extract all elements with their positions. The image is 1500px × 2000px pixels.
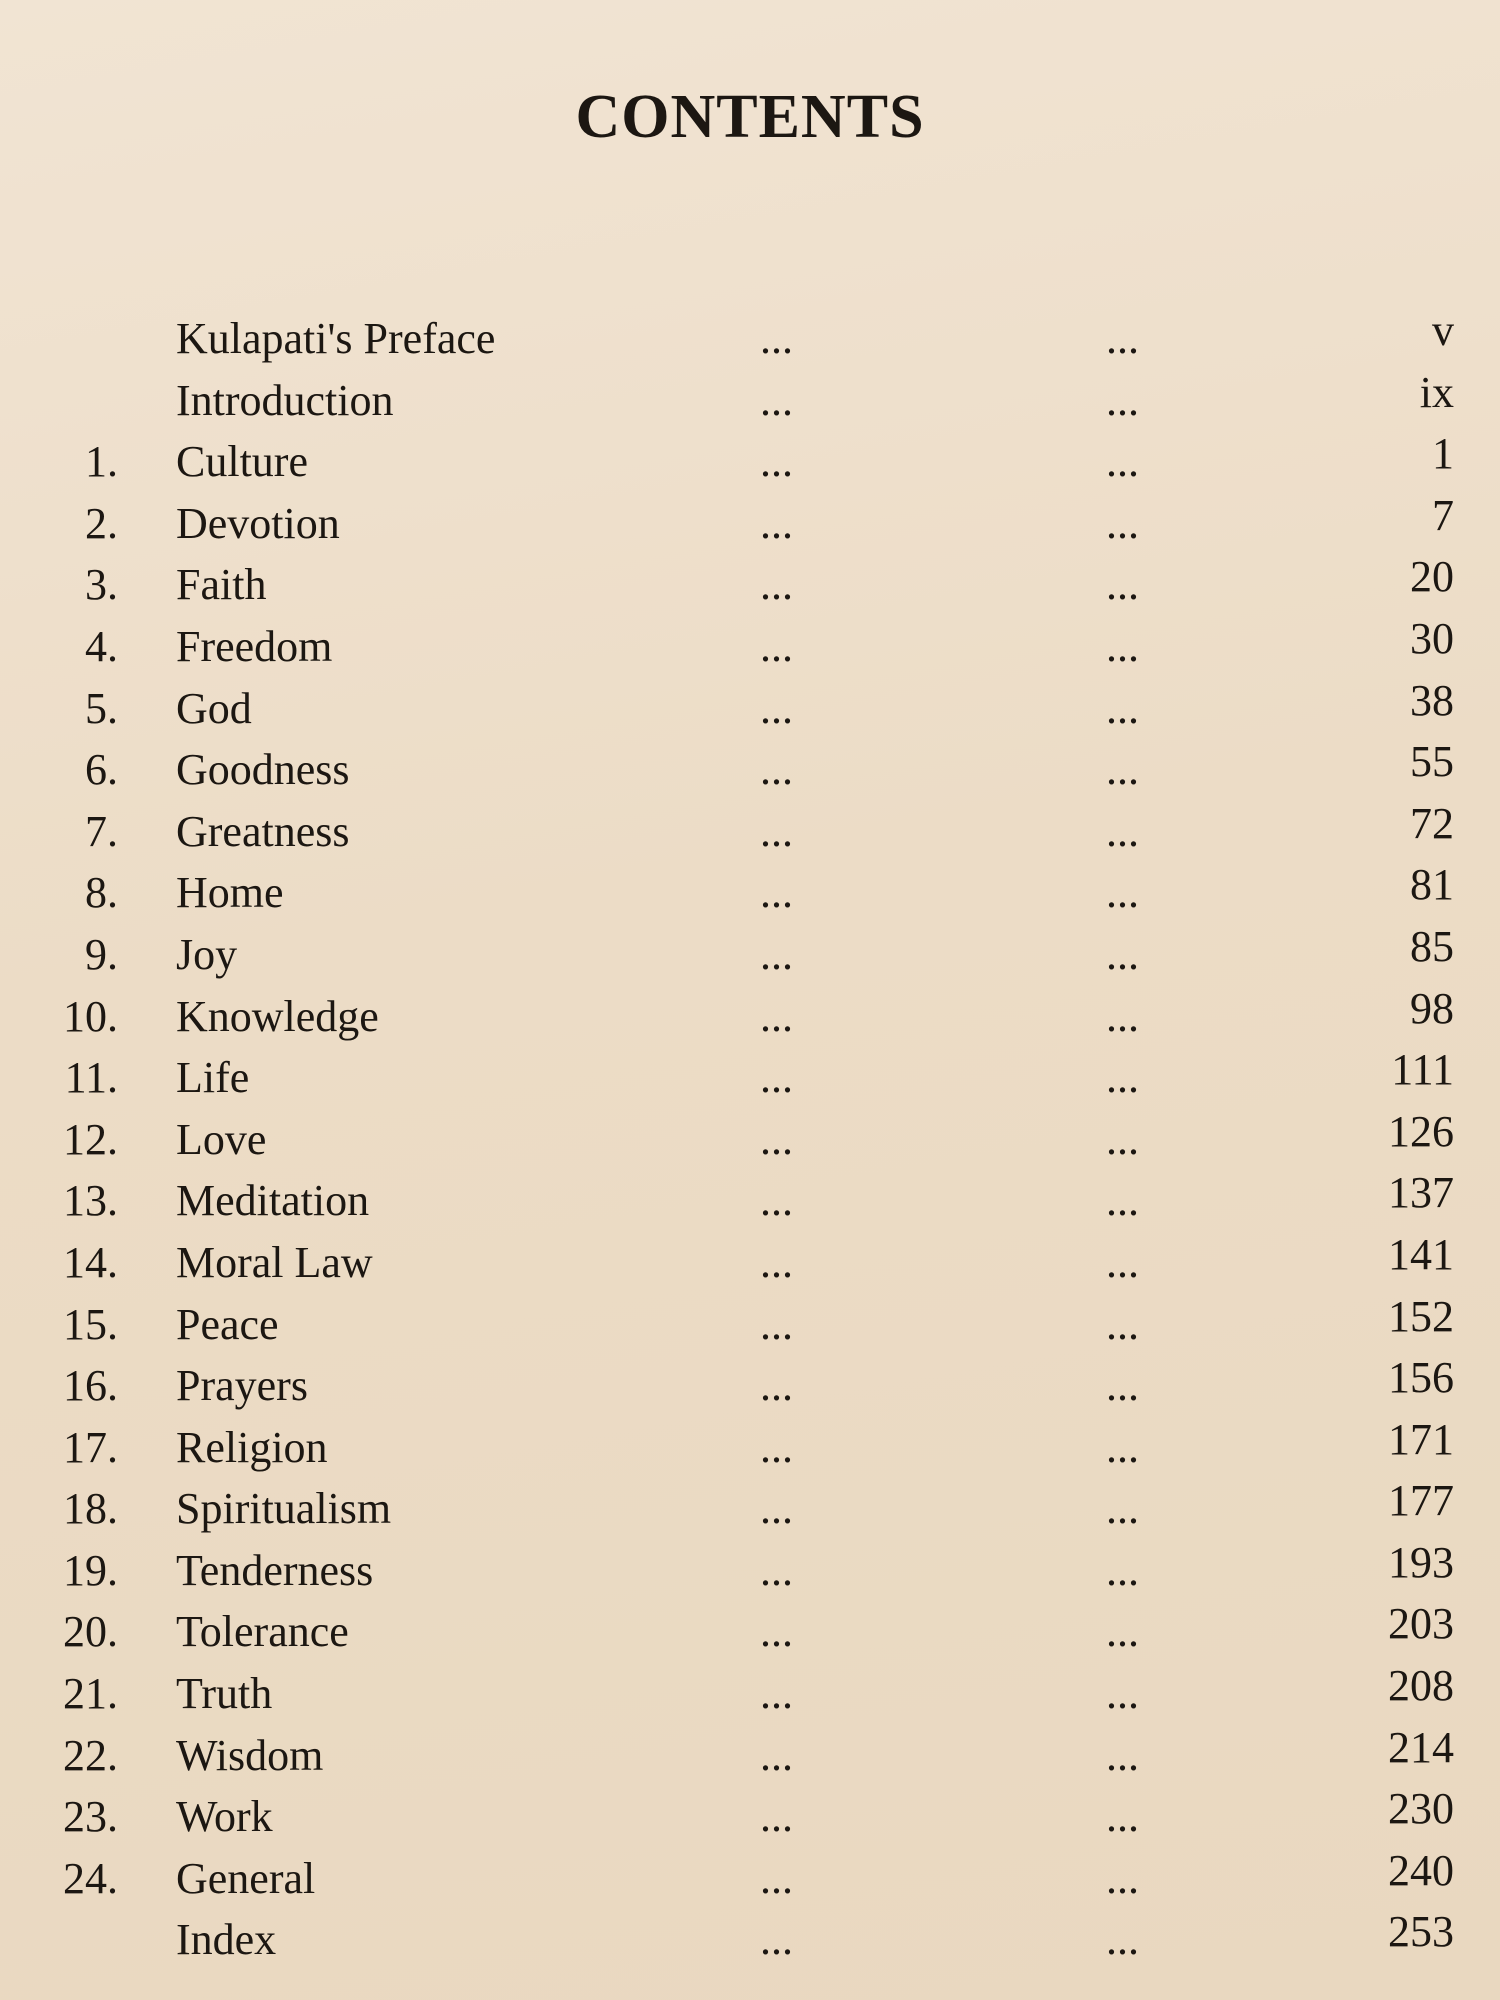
toc-entry-title: Home <box>176 868 284 918</box>
toc-entry <box>0 1414 1500 1479</box>
dot-leader: ... <box>760 1545 793 1595</box>
toc-entry <box>0 1537 1500 1602</box>
toc-entry-page-number: 203 <box>1388 1599 1454 1649</box>
dot-leader: ... <box>1106 991 1139 1041</box>
toc-entry-title: Spiritualism <box>176 1484 392 1534</box>
toc-entry-title: Wisdom <box>176 1730 324 1780</box>
page-title: CONTENTS <box>575 83 925 151</box>
toc-entry <box>0 1291 1500 1356</box>
dot-leader: ... <box>1106 314 1139 363</box>
toc-entry-number: 16. <box>63 1361 118 1411</box>
toc-entry-title: General <box>176 1853 316 1903</box>
dot-leader: ... <box>760 1237 793 1287</box>
dot-leader: ... <box>760 314 793 363</box>
toc-entry-title: Faith <box>176 560 267 610</box>
toc-entry-number: 3. <box>85 560 118 610</box>
toc-entry-number: 20. <box>63 1607 118 1657</box>
toc-entry-page-number: ix <box>1419 367 1454 417</box>
dot-leader: ... <box>1106 745 1139 795</box>
dot-leader: ... <box>760 621 793 671</box>
toc-entry-page-number: 141 <box>1388 1229 1454 1279</box>
dot-leader: ... <box>1106 1114 1139 1164</box>
toc-entry <box>0 921 1500 986</box>
dot-leader: ... <box>760 745 793 795</box>
toc-entry <box>0 1355 1500 1417</box>
dot-leader: ... <box>760 1053 793 1103</box>
toc-entry-title: Introduction <box>176 375 394 425</box>
dot-leader: ... <box>760 437 793 487</box>
toc-entry-title: Work <box>176 1792 273 1842</box>
toc-entry-number: 8. <box>85 868 118 918</box>
toc-entry-title: Love <box>176 1114 267 1164</box>
toc-entry-number: 12. <box>63 1114 118 1164</box>
toc-entry-number: 18. <box>63 1484 118 1534</box>
dot-leader: ... <box>760 1176 793 1226</box>
toc-entry <box>0 308 1500 370</box>
dot-leader: ... <box>760 1915 793 1965</box>
toc-entry <box>0 1229 1500 1294</box>
toc-entry-number: 9. <box>85 929 118 979</box>
toc-entry-title: Prayers <box>176 1361 308 1411</box>
toc-entry-page-number: 152 <box>1388 1291 1454 1341</box>
dot-leader: ... <box>760 806 793 856</box>
dot-leader: ... <box>760 1853 793 1903</box>
toc-entry-title: Tenderness <box>176 1545 374 1595</box>
toc-entry-title: Goodness <box>176 745 350 795</box>
toc-entry-page-number: 111 <box>1391 1045 1454 1095</box>
toc-entry-number: 21. <box>63 1669 118 1719</box>
toc-entry-page-number: 7 <box>1432 490 1454 540</box>
toc-entry-title: Devotion <box>176 498 340 548</box>
toc-entry-number: 22. <box>63 1730 118 1780</box>
dot-leader: ... <box>1106 1669 1139 1719</box>
toc-entry-number: 5. <box>85 683 118 733</box>
dot-leader: ... <box>760 1299 793 1349</box>
dot-leader: ... <box>760 868 793 918</box>
toc-entry-title: Life <box>176 1053 250 1103</box>
dot-leader: ... <box>760 1484 793 1534</box>
toc-entry-page-number: 98 <box>1410 983 1454 1033</box>
toc-entry-page-number: 214 <box>1388 1722 1454 1772</box>
toc-entry-page-number: 240 <box>1388 1845 1454 1895</box>
toc-entry <box>0 490 1500 555</box>
toc-entry-number: 15. <box>63 1299 118 1349</box>
toc-entry-page-number: 81 <box>1410 860 1454 910</box>
toc-entry <box>0 1106 1500 1171</box>
dot-leader: ... <box>1106 498 1139 548</box>
toc-entry-title: Freedom <box>176 621 333 671</box>
dot-leader: ... <box>760 1114 793 1164</box>
toc-entry-number: 24. <box>63 1853 118 1903</box>
dot-leader: ... <box>1106 1484 1139 1534</box>
toc-entry <box>0 862 1500 924</box>
toc-entry-page-number: 85 <box>1410 921 1454 971</box>
toc-entry <box>0 1845 1500 1910</box>
toc-entry <box>0 613 1500 678</box>
toc-entry <box>0 1663 1500 1725</box>
dot-leader: ... <box>1106 560 1139 610</box>
toc-entry-number: 14. <box>63 1237 118 1287</box>
toc-entry-number: 11. <box>64 1053 118 1103</box>
dot-leader: ... <box>1106 1176 1139 1226</box>
toc-entry-page-number: 208 <box>1388 1661 1454 1711</box>
toc-entry-page-number: 171 <box>1388 1414 1454 1464</box>
toc-entry-title: Culture <box>176 437 308 487</box>
toc-entry <box>0 739 1500 801</box>
toc-entry <box>0 1786 1500 1848</box>
toc-entry-page-number: 55 <box>1410 737 1454 787</box>
dot-leader: ... <box>1106 1422 1139 1472</box>
toc-entry-page-number: 156 <box>1388 1353 1454 1403</box>
toc-entry <box>0 1478 1500 1540</box>
dot-leader: ... <box>760 683 793 733</box>
toc-entry-title: Religion <box>176 1422 328 1472</box>
toc-entry-page-number: 177 <box>1388 1476 1454 1526</box>
dot-leader: ... <box>1106 437 1139 487</box>
dot-leader: ... <box>760 991 793 1041</box>
toc-entry-title: Kulapati's Preface <box>176 314 496 363</box>
toc-entry-title: Greatness <box>176 806 350 856</box>
toc-entry-number: 19. <box>63 1545 118 1595</box>
toc-entry <box>0 367 1500 432</box>
toc-entry <box>0 983 1500 1048</box>
toc-entry-title: Moral Law <box>176 1237 373 1287</box>
toc-entry-page-number: 253 <box>1388 1907 1454 1957</box>
dot-leader: ... <box>1106 1299 1139 1349</box>
toc-entry-title: Knowledge <box>176 991 379 1041</box>
dot-leader: ... <box>1106 868 1139 918</box>
dot-leader: ... <box>760 1669 793 1719</box>
dot-leader: ... <box>760 1361 793 1411</box>
toc-entry <box>0 1909 1500 1971</box>
dot-leader: ... <box>1106 1853 1139 1903</box>
dot-leader: ... <box>1106 1237 1139 1287</box>
toc-entry <box>0 431 1500 493</box>
toc-entry-number: 23. <box>63 1792 118 1842</box>
dot-leader: ... <box>1106 1730 1139 1780</box>
dot-leader: ... <box>1106 1792 1139 1842</box>
dot-leader: ... <box>760 1792 793 1842</box>
toc-entry-page-number: 38 <box>1410 675 1454 725</box>
toc-entry-title: Joy <box>176 929 238 979</box>
toc-entry-page-number: 230 <box>1388 1784 1454 1834</box>
dot-leader: ... <box>760 1607 793 1657</box>
toc-entry-number: 10. <box>63 991 118 1041</box>
dot-leader: ... <box>1106 1545 1139 1595</box>
toc-entry-page-number: 137 <box>1388 1168 1454 1218</box>
toc-entry-number: 7. <box>85 806 118 856</box>
dot-leader: ... <box>1106 929 1139 979</box>
toc-entry-title: Truth <box>176 1669 273 1719</box>
dot-leader: ... <box>1106 806 1139 856</box>
toc-entry <box>0 675 1500 740</box>
dot-leader: ... <box>760 929 793 979</box>
toc-entry <box>0 1047 1500 1109</box>
toc-entry-page-number: 30 <box>1410 613 1454 663</box>
table-of-contents <box>0 308 1500 1971</box>
toc-entry-number: 2. <box>85 498 118 548</box>
toc-entry <box>0 1170 1500 1232</box>
dot-leader: ... <box>1106 683 1139 733</box>
toc-entry-number: 1. <box>85 437 118 487</box>
toc-entry-number: 4. <box>85 621 118 671</box>
dot-leader: ... <box>1106 1915 1139 1965</box>
toc-entry-page-number: v <box>1432 306 1454 355</box>
dot-leader: ... <box>760 1422 793 1472</box>
toc-entry-title: Peace <box>176 1299 279 1349</box>
toc-entry-title: Meditation <box>176 1176 370 1226</box>
dot-leader: ... <box>760 375 793 425</box>
dot-leader: ... <box>1106 375 1139 425</box>
dot-leader: ... <box>1106 1607 1139 1657</box>
dot-leader: ... <box>1106 621 1139 671</box>
toc-entry-number: 17. <box>63 1422 118 1472</box>
toc-entry-page-number: 1 <box>1432 429 1454 479</box>
toc-entry <box>0 1722 1500 1787</box>
dot-leader: ... <box>760 560 793 610</box>
toc-entry <box>0 1601 1500 1663</box>
dot-leader: ... <box>760 498 793 548</box>
toc-entry-title: Tolerance <box>176 1607 349 1657</box>
toc-entry-title: Index <box>176 1915 277 1965</box>
toc-entry-number: 13. <box>63 1176 118 1226</box>
toc-entry-number: 6. <box>85 745 118 795</box>
dot-leader: ... <box>1106 1361 1139 1411</box>
toc-entry-page-number: 193 <box>1388 1537 1454 1587</box>
toc-entry-page-number: 72 <box>1410 798 1454 848</box>
toc-entry <box>0 798 1500 863</box>
toc-entry <box>0 554 1500 616</box>
dot-leader: ... <box>1106 1053 1139 1103</box>
dot-leader: ... <box>760 1730 793 1780</box>
toc-entry-title: God <box>176 683 252 733</box>
toc-entry-page-number: 20 <box>1410 552 1454 602</box>
toc-entry-page-number: 126 <box>1388 1106 1454 1156</box>
